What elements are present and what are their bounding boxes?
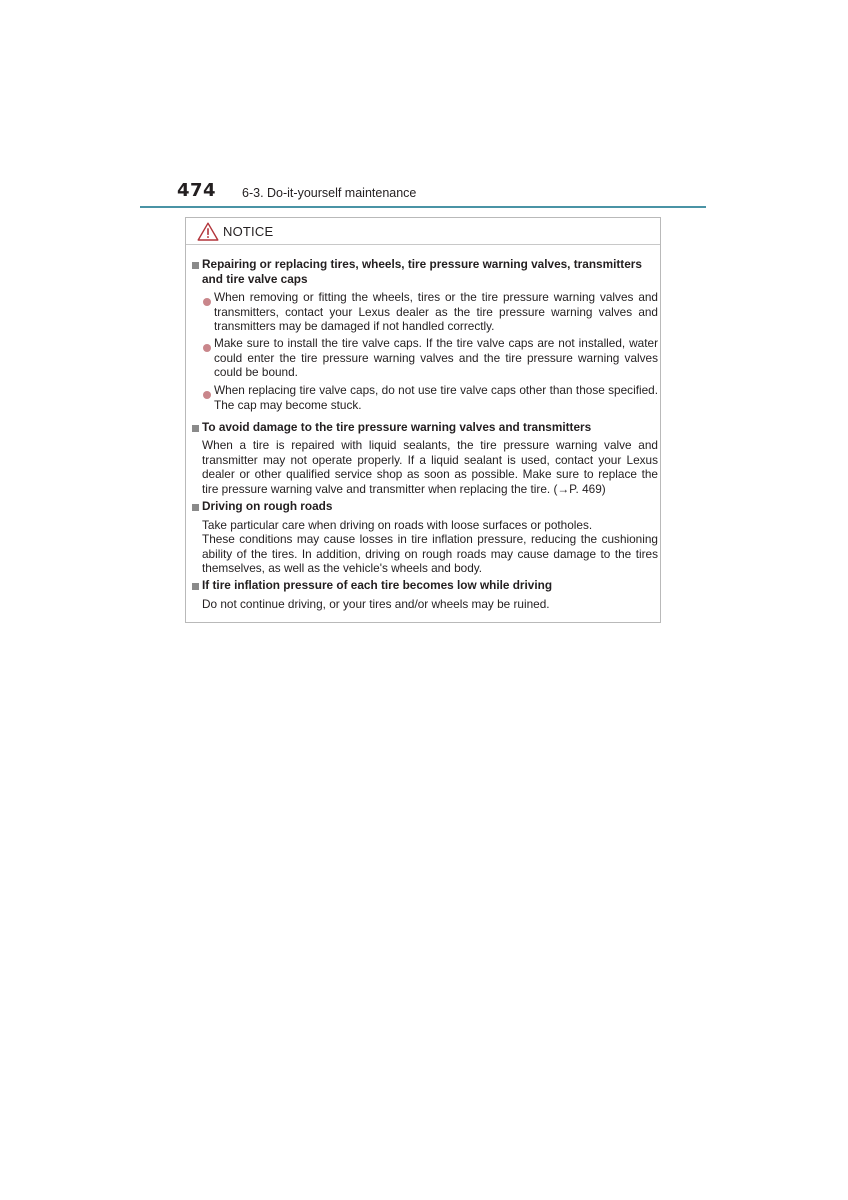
section-heading: Driving on rough roads: [202, 499, 333, 513]
bullet-dot-icon: [203, 391, 211, 399]
section-title: 6-3. Do-it-yourself maintenance: [242, 186, 417, 200]
notice-header: [186, 218, 660, 245]
section-body: When a tire is repaired with liquid sealants, the tire pressure warning valve and transmitter may not operate properly. If a liquid sealant is used, contact your Lexus dealer or other qualified service shop as soon as possible. Make sure to replace the tire pressure warning valve and transmitter when replacing the tire. (→P. 469): [202, 438, 658, 496]
bullet-item: When replacing tire valve caps, do not use tire valve caps other than those specified. The cap may become stuck.: [214, 383, 658, 412]
bullet-item: Make sure to install the tire valve caps. If the tire valve caps are not installed, water could enter the tire pressure warning valves and the tire pressure warning valves could be bound.: [214, 336, 658, 379]
section-body: Take particular care when driving on roads with loose surfaces or potholes.: [202, 518, 593, 532]
bullet-dot-icon: [203, 298, 211, 306]
section-body: These conditions may cause losses in tire inflation pressure, reducing the cushioning ability of the tires. In addition, driving on rough roads may cause damage to the tires themselves, as well as the vehicle's wheels and body.: [202, 532, 658, 575]
section-square-icon: [192, 583, 199, 590]
section-body: Do not continue driving, or your tires and/or wheels may be ruined.: [202, 597, 550, 611]
notice-box: [185, 217, 661, 623]
section-heading: If tire inflation pressure of each tire becomes low while driving: [202, 578, 553, 592]
section-square-icon: [192, 504, 199, 511]
section-heading: To avoid damage to the tire pressure warning valves and transmitters: [202, 420, 592, 434]
header-rule: [140, 206, 706, 208]
notice-label: NOTICE: [223, 224, 274, 239]
section-square-icon: [192, 262, 199, 269]
warning-triangle-icon: [197, 222, 219, 241]
section-square-icon: [192, 425, 199, 432]
bullet-item: When removing or fitting the wheels, tires or the tire pressure warning valves and transmitters, contact your Lexus dealer as the tire pressure warning valves and transmitters may be damaged if not handled correctly.: [214, 290, 658, 333]
section-heading: Repairing or replacing tires, wheels, tire pressure warning valves, transmitters and tire valve caps: [202, 257, 642, 286]
page-number: 474: [177, 180, 217, 201]
bullet-dot-icon: [203, 344, 211, 352]
